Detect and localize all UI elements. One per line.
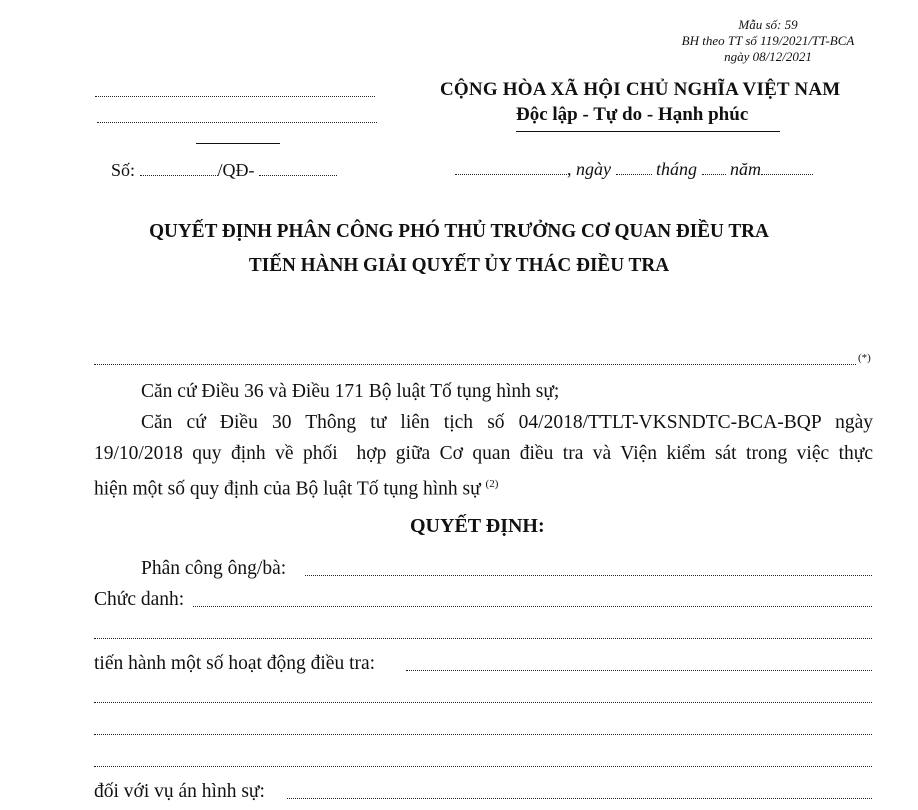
decision-number <box>111 160 337 181</box>
activities-field[interactable] <box>406 670 872 671</box>
form-circular: BH theo TT số 119/2021/TT-BCA <box>681 33 855 48</box>
assign-label: Phân công ông/bà: <box>141 558 287 579</box>
agency-rule <box>196 143 280 144</box>
place-date-line <box>455 159 813 180</box>
day-field[interactable] <box>616 173 652 175</box>
basis-para-2-line-3 <box>94 469 498 505</box>
day-label: ngày <box>576 159 611 179</box>
activities-label: tiến hành một số hoạt động điều tra: <box>94 653 376 674</box>
basis-footnote: (2) <box>485 478 499 490</box>
so-label: Số: <box>111 160 136 180</box>
case-label: đối với vụ án hình sự: <box>94 781 265 802</box>
activities-field-2[interactable] <box>94 702 872 703</box>
motto: Độc lập - Tự do - Hạnh phúc <box>516 104 749 125</box>
form-date: ngày 08/12/2021 <box>724 49 812 64</box>
authority-field[interactable] <box>94 364 856 365</box>
document-title-line-1: QUYẾT ĐỊNH PHÂN CÔNG PHÓ THỦ TRƯỞNG CƠ QUAN ĐIỀU TRA <box>149 220 769 242</box>
comma: , <box>567 159 572 179</box>
activities-field-4[interactable] <box>94 766 872 767</box>
month-label: tháng <box>656 159 698 179</box>
motto-underline <box>516 131 780 132</box>
nation-heading: CỘNG HÒA XÃ HỘI CHỦ NGHĨA VIỆT NAM <box>440 79 841 100</box>
year-field[interactable] <box>761 173 813 175</box>
basis-para-2-text: hiện một số quy định của Bộ luật Tố tụng hình sự <box>94 478 481 500</box>
year-label: năm <box>730 159 762 179</box>
basis-para-2-line-2: 19/10/2018 quy định về phối hợp giữa Cơ quan điều tra và Viện kiểm sát trong việc thực <box>94 443 873 464</box>
agency-line-1[interactable] <box>95 96 375 97</box>
basis-para-1: Căn cứ Điều 36 và Điều 171 Bộ luật Tố tụng hình sự; <box>141 381 560 402</box>
authority-footnote: (*) <box>858 352 871 364</box>
document-title-line-2: TIẾN HÀNH GIẢI QUYẾT ỦY THÁC ĐIỀU TRA <box>248 254 670 276</box>
agency-line-2[interactable] <box>97 122 377 123</box>
form-meta <box>668 17 868 65</box>
position-label: Chức danh: <box>94 589 185 610</box>
assign-field[interactable] <box>305 575 872 576</box>
activities-field-3[interactable] <box>94 734 872 735</box>
position-field-2[interactable] <box>94 638 872 639</box>
decision-heading: QUYẾT ĐỊNH: <box>410 515 545 537</box>
case-field[interactable] <box>287 798 872 799</box>
number-field[interactable] <box>140 174 218 176</box>
qd-suffix-field[interactable] <box>259 174 337 176</box>
position-field[interactable] <box>193 606 872 607</box>
form-number: Mẫu số: 59 <box>738 17 798 32</box>
month-field[interactable] <box>702 173 726 175</box>
qd-label: /QĐ- <box>217 160 255 180</box>
place-field[interactable] <box>455 173 567 175</box>
basis-para-2-line-1: Căn cứ Điều 30 Thông tư liên tịch số 04/2018/TTLT-VKSNDTC-BCA-BQP ngày <box>141 412 873 433</box>
